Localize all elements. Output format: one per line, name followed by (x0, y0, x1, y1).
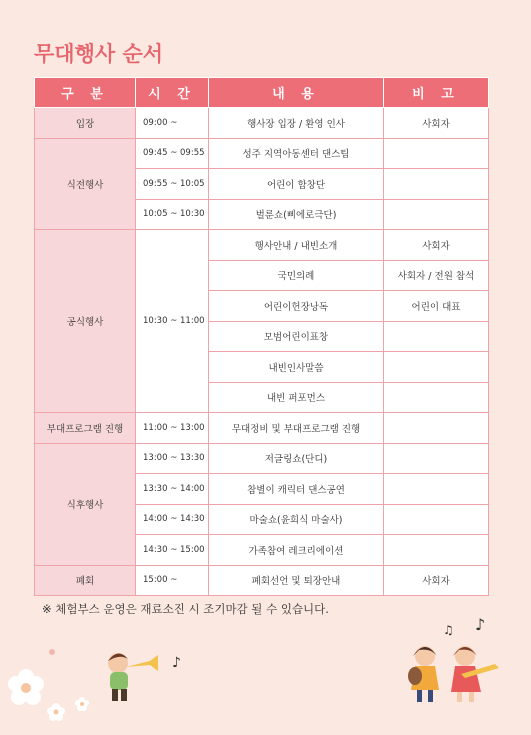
note-cell (384, 352, 489, 383)
content-cell: 마술쇼(윤희식 마술사) (209, 504, 384, 535)
category-cell: 폐회 (35, 565, 136, 596)
music-note-icon: ♪ (475, 615, 486, 634)
note-cell (384, 382, 489, 413)
content-cell: 벌룬쇼(삐에로극단) (209, 199, 384, 230)
time-cell: 13:00 ~ 13:30 (136, 443, 209, 474)
note-cell (384, 169, 489, 200)
schedule-table (34, 77, 489, 596)
time-cell: 10:30 ~ 11:00 (136, 230, 209, 413)
table-row (35, 565, 489, 596)
music-note-icon: ♪ (172, 655, 181, 671)
note-cell (384, 443, 489, 474)
header-content: 내 용 (209, 78, 384, 108)
note-cell (384, 474, 489, 505)
table-row (35, 138, 489, 169)
content-cell: 저글링쇼(단디) (209, 443, 384, 474)
content-cell: 참별이 캐릭터 댄스공연 (209, 474, 384, 505)
content-cell: 행사안내 / 내빈소개 (209, 230, 384, 261)
category-cell: 식전행사 (35, 138, 136, 230)
category-cell: 식후행사 (35, 443, 136, 565)
footnote: ※ 체험부스 운영은 재료소진 시 조기마감 될 수 있습니다. (42, 602, 329, 616)
note-cell: 사회자 (384, 108, 489, 139)
note-cell: 사회자 (384, 230, 489, 261)
header-note: 비 고 (384, 78, 489, 108)
content-cell: 어린이헌장낭독 (209, 291, 384, 322)
content-cell: 모범어린이표창 (209, 321, 384, 352)
content-cell: 내빈 퍼포먼스 (209, 382, 384, 413)
note-cell: 어린이 대표 (384, 291, 489, 322)
note-cell (384, 413, 489, 444)
content-cell: 어린이 합창단 (209, 169, 384, 200)
time-cell: 09:55 ~ 10:05 (136, 169, 209, 200)
header-time: 시 간 (136, 78, 209, 108)
content-cell: 가족참여 레크리에이션 (209, 535, 384, 566)
content-cell: 무대정비 및 부대프로그램 진행 (209, 413, 384, 444)
category-cell: 부대프로그램 진행 (35, 413, 136, 444)
category-cell: 입장 (35, 108, 136, 139)
time-cell: 14:30 ~ 15:00 (136, 535, 209, 566)
child-trumpet-illustration (100, 645, 195, 710)
time-cell: 10:05 ~ 10:30 (136, 199, 209, 230)
note-cell (384, 199, 489, 230)
content-cell: 행사장 입장 / 환영 인사 (209, 108, 384, 139)
note-cell (384, 535, 489, 566)
category-cell: 공식행사 (35, 230, 136, 413)
table-row (35, 443, 489, 474)
content-cell: 국민의례 (209, 260, 384, 291)
table-row (35, 108, 489, 139)
content-cell: 폐회선언 및 퇴장안내 (209, 565, 384, 596)
time-cell: 09:00 ~ (136, 108, 209, 139)
time-cell: 13:30 ~ 14:00 (136, 474, 209, 505)
children-band-illustration (395, 612, 501, 712)
header-category: 구 분 (35, 78, 136, 108)
table-header-row (35, 78, 489, 108)
table-row (35, 230, 489, 261)
time-cell: 11:00 ~ 13:00 (136, 413, 209, 444)
content-cell: 성주 지역아동센터 댄스팀 (209, 138, 384, 169)
table-row (35, 413, 489, 444)
page-title: 무대행사 순서 (34, 42, 164, 66)
note-cell (384, 321, 489, 352)
time-cell: 09:45 ~ 09:55 (136, 138, 209, 169)
time-cell: 15:00 ~ (136, 565, 209, 596)
music-note-icon: ♫ (443, 623, 454, 637)
note-cell (384, 504, 489, 535)
time-cell: 14:00 ~ 14:30 (136, 504, 209, 535)
note-cell (384, 138, 489, 169)
note-cell: 사회자 (384, 565, 489, 596)
note-cell: 사회자 / 전원 참석 (384, 260, 489, 291)
content-cell: 내빈인사말씀 (209, 352, 384, 383)
